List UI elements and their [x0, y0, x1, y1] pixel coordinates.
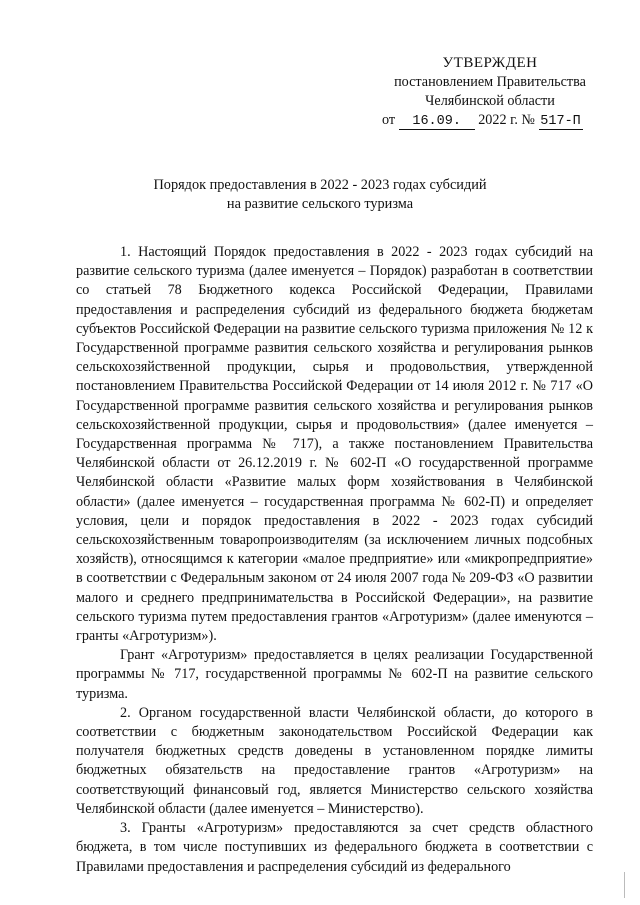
approval-date: 16.09. [399, 114, 475, 130]
document-title [60, 176, 580, 214]
paragraph-2: 2. Органом государственной власти Челябинской области, до которого в соответствии с бюджетным законодательством Российской Федерации как получателя бюджетных средств доведены в установленном порядке лимиты бюджетных обязательств на предоставление грантов «Агротуризм» на соответствующий финансовый год, является Министерство сельского хозяйства Челябинской области (далее именуется – Министерство). [76, 704, 593, 817]
paragraph-3: 3. Гранты «Агротуризм» предоставляются за счет средств областного бюджета, в том числе поступивших из федерального бюджета в соответствии с Правилами предоставления и распределения субсидий из федерального [76, 820, 593, 875]
paragraph-1: 1. Настоящий Порядок предоставления в 2022 - 2023 годах субсидий на развитие сельского туризма (далее именуется – Порядок) разработан в соответствии со статьей 78 Бюджетного кодекса Российской Федерации, Правилами предоставления и распределения субсидий из федерального бюджета бюджетам субъектов Российской Федерации на развитие сельского туризма приложения № 12 к Государственной программе развития сельского хозяйства и регулирования рынков сельскохозяйственной продукции, сырья и продовольствия, утвержденной постановлением Правительства Российской Федерации от 14 июля 2012 г. № 717 «О Государственной программе развития сельского хозяйства и регулирования рынков сельскохозяйственной продукции, сырья и продовольствия» (далее именуется – Государственная программа № 717), а также постановлением Правительства Челябинской области от 26.12.2019 г. № 602-П «О государственной программе Челябинской области «Развитие малых форм хозяйствования в Челябинской области» (далее именуется – государственная программа № 602-П) и определяет условия, цели и порядок предоставления в 2022 - 2023 годах субсидий сельскохозяйственным товаропроизводителям (за исключением личных подсобных хозяйств), относящимся к категории «малое предприятие» или «микропредприятие» в соответствии с Федеральным законом от 24 июля 2007 года № 209-ФЗ «О развитии малого и среднего предпринимательства в Российской Федерации», на развитие сельского туризма путем предоставления грантов «Агротуризм» (далее именуются – гранты «Агротуризм»). [76, 244, 593, 645]
approval-date-line [380, 111, 600, 130]
approval-line-1: постановлением Правительства [394, 74, 586, 90]
paragraph-1-grant: Грант «Агротуризм» предоставляется в целях реализации Государственной программы № 717, государственной программы № 602-П на развитие сельского туризма. [76, 647, 593, 702]
title-line-2: на развитие сельского туризма [226, 196, 414, 212]
approval-heading: УТВЕРЖДЕН [442, 55, 538, 71]
title-line-1: Порядок предоставления в 2022 - 2023 годах субсидий [153, 177, 487, 193]
approval-block [380, 54, 600, 130]
approval-number: 517-П [540, 114, 581, 129]
approval-line-2: Челябинской области [425, 93, 555, 109]
approval-year: 2022 г. № [478, 112, 535, 128]
approval-prefix: от [382, 112, 396, 128]
document-body [76, 243, 593, 877]
scan-edge-mark [624, 872, 635, 898]
